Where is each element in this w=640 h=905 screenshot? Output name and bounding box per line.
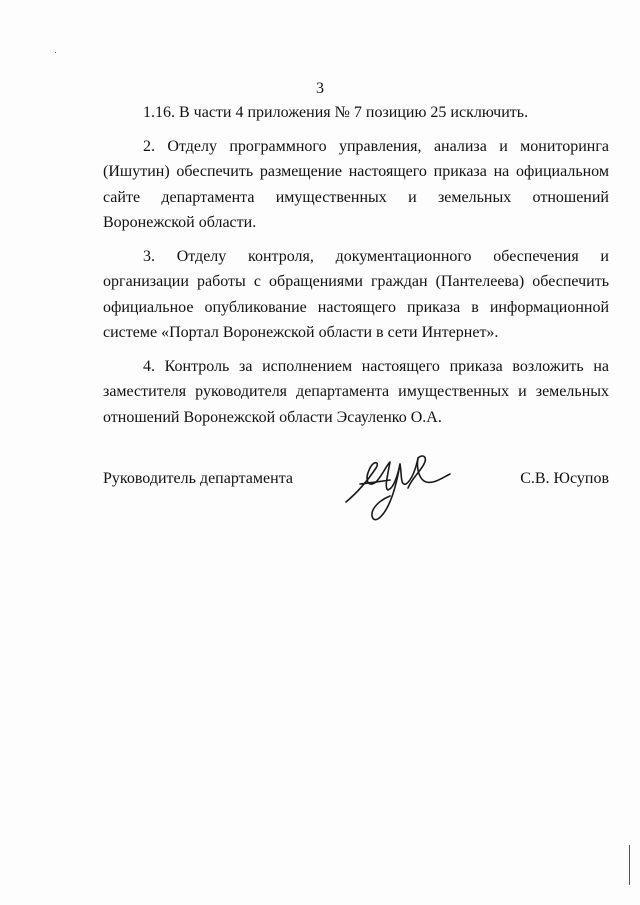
paragraph-4: 4. Контроль за исполнением настоящего приказа возложить на заместителя руководителя департамента имущественных и земельных отношений Воронежской области Эсауленко О.А. (103, 357, 609, 426)
signature-block (103, 470, 609, 530)
document-body (103, 100, 609, 438)
scan-artifact (629, 845, 630, 885)
handwritten-signature-icon (338, 444, 458, 534)
paragraph-1-16: 1.16. В части 4 приложения № 7 позицию 25 исключить. (143, 104, 529, 121)
scan-artifact (55, 52, 56, 53)
signatory-title: Руководитель департамента (103, 470, 293, 487)
signatory-name: С.В. Юсупов (520, 470, 609, 487)
page-number: 3 (316, 80, 324, 97)
paragraph-3: 3. Отделу контроля, документационного обеспечения и организации работы с обращениями граждан (Пантелеева) обеспечить официальное опубликование настоящего приказа в информационной системе «Портал Воронежской области в сети Интернет». (103, 247, 609, 341)
paragraph-2: 2. Отделу программного управления, анализа и мониторинга (Ишутин) обеспечить размещение настоящего приказа на официальном сайте департамента имущественных и земельных отношений Воронежской области. (103, 137, 609, 231)
